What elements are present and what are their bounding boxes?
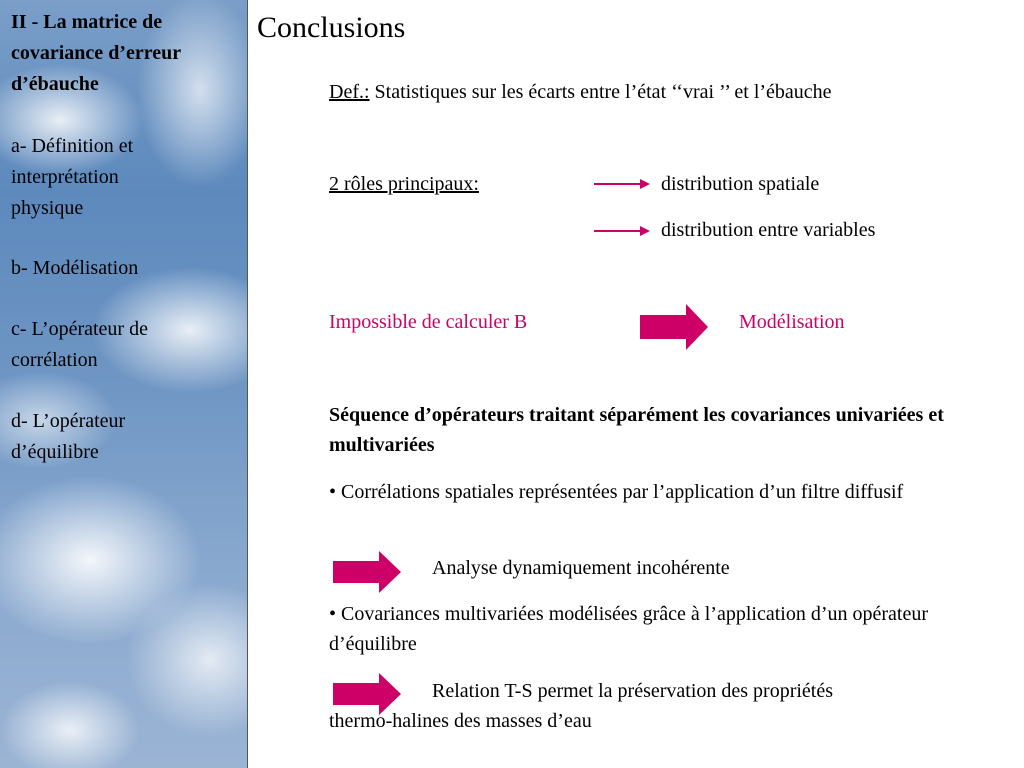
slide-title: Conclusions: [257, 11, 406, 44]
role-variables: distribution entre variables: [661, 219, 876, 241]
impossible-text: Impossible de calculer B: [329, 311, 528, 333]
result-relation-line1: Relation T-S permet la préservation des propriétés: [432, 680, 834, 702]
result-analyse: Analyse dynamiquement incohérente: [432, 557, 730, 579]
sidebar-item-modelisation[interactable]: [11, 253, 241, 284]
bullet-correlations: • Corrélations spatiales représentées par l’application d’un filtre diffusif: [329, 481, 904, 503]
sequence-heading: Séquence d’opérateurs traitant séparément les covariances univariées et multivariées: [329, 404, 944, 456]
block-arrow-icon: [333, 551, 401, 593]
sidebar-title-line: II - La matrice de: [11, 11, 163, 33]
sidebar-item-label: a- Définition et: [11, 135, 134, 157]
def-label: Def.:: [329, 81, 370, 103]
arrow-right-icon: [594, 183, 648, 185]
role-spatial: distribution spatiale: [661, 173, 820, 195]
block-arrow-icon: [640, 304, 708, 350]
sidebar-sky-panel: [0, 0, 248, 768]
roles-label: 2 rôles principaux:: [329, 173, 479, 195]
result-relation-line2: thermo-halines des masses d’eau: [329, 710, 592, 732]
sidebar-item-definition[interactable]: [11, 131, 241, 224]
modelisation-text: Modélisation: [739, 311, 845, 333]
sidebar-title: [11, 7, 241, 100]
sidebar-item-label: b- Modélisation: [11, 257, 139, 279]
sidebar-item-label: c- L’opérateur de: [11, 318, 148, 340]
sidebar-title-line: d’ébauche: [11, 73, 99, 95]
sidebar-item-label: d’équilibre: [11, 441, 99, 463]
sidebar-item-label: corrélation: [11, 349, 98, 371]
sidebar-item-correlation[interactable]: [11, 314, 241, 376]
def-text: Statistiques sur les écarts entre l’état ‘‘vrai ’’ et l’ébauche: [369, 81, 832, 103]
sidebar-title-line: covariance d’erreur: [11, 42, 182, 64]
definition-line: [329, 77, 832, 107]
bullet-covariances: • Covariances multivariées modélisées grâce à l’application d’un opérateur d’équilibre: [329, 603, 928, 655]
sidebar-item-label: d- L’opérateur: [11, 410, 126, 432]
sidebar-item-label: interprétation: [11, 166, 119, 188]
sidebar-item-label: physique: [11, 197, 84, 219]
sidebar-item-equilibre[interactable]: [11, 406, 241, 468]
arrow-right-icon: [594, 230, 648, 232]
